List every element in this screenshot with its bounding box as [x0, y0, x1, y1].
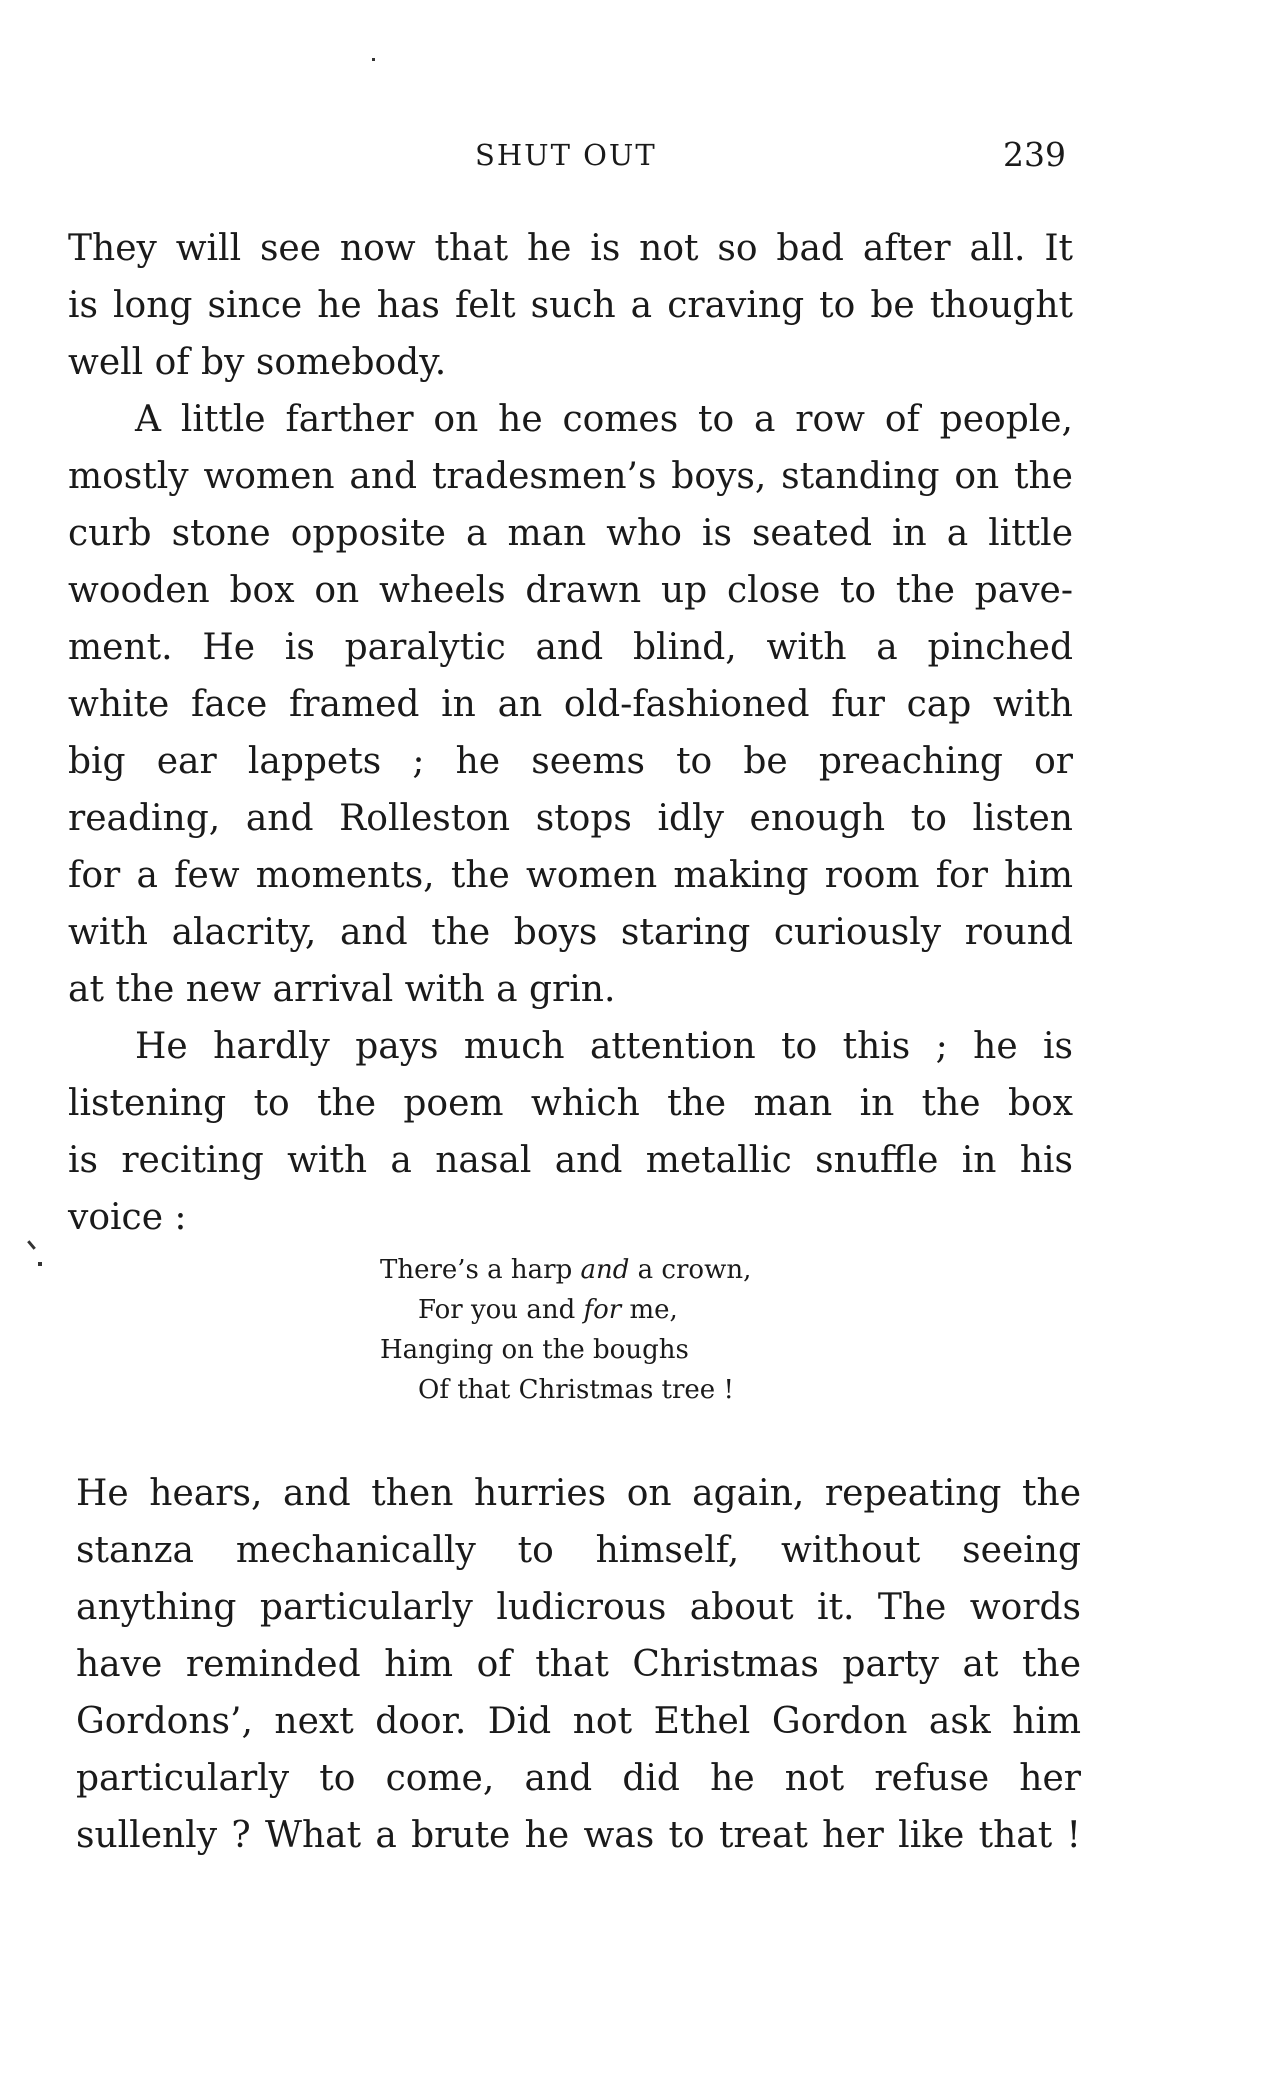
text-line: reading, and Rolleston stops idly enough to listen: [68, 798, 1073, 839]
text-line: voice :: [68, 1197, 187, 1238]
text-line: wooden box on wheels drawn up close to the pave-: [68, 570, 1073, 611]
verse-line: There’s a harp and a crown,: [380, 1255, 752, 1285]
verse-block: [380, 1250, 880, 1410]
text-line: is long since he has felt such a craving to be thought: [68, 285, 1073, 326]
text-line: white face framed in an old-fashioned fur cap with: [68, 684, 1073, 725]
page-number: 239: [1003, 135, 1066, 174]
text-line: anything particularly ludicrous about it. The words: [76, 1587, 1081, 1628]
text-line: stanza mechanically to himself, without seeing: [76, 1530, 1081, 1571]
text-line: Gordons’, next door. Did not Ethel Gordon ask him: [76, 1701, 1081, 1742]
print-speck: [27, 1240, 36, 1250]
text-line: listening to the poem which the man in the box: [68, 1083, 1073, 1124]
verse-line: Of that Christmas tree !: [418, 1375, 734, 1405]
text-line: with alacrity, and the boys staring curiously round: [68, 912, 1073, 953]
text-line: have reminded him of that Christmas party at the: [76, 1644, 1081, 1685]
text-line: mostly women and tradesmen’s boys, standing on the: [68, 456, 1073, 497]
text-line: He hardly pays much attention to this ; he is: [135, 1026, 1073, 1067]
text-line: well of by somebody.: [68, 342, 447, 383]
text-line: They will see now that he is not so bad after all. It: [68, 228, 1073, 269]
text-line: for a few moments, the women making room for him: [68, 855, 1073, 896]
text-line: particularly to come, and did he not refuse her: [76, 1758, 1081, 1799]
text-line: curb stone opposite a man who is seated in a little: [68, 513, 1073, 554]
text-line: He hears, and then hurries on again, repeating the: [76, 1473, 1081, 1514]
text-line: at the new arrival with a grin.: [68, 969, 616, 1010]
print-speck: [372, 58, 375, 61]
verse-line: Hanging on the boughs: [380, 1335, 689, 1365]
text-line: ment. He is paralytic and blind, with a pinched: [68, 627, 1073, 668]
print-speck: [38, 1262, 42, 1266]
running-head: [0, 135, 1285, 175]
text-line: big ear lappets ; he seems to be preaching or: [68, 741, 1073, 782]
text-line: is reciting with a nasal and metallic snuffle in his: [68, 1140, 1073, 1181]
running-title: SHUT OUT: [475, 138, 657, 172]
text-line: sullenly ? What a brute he was to treat her like that !: [76, 1815, 1081, 1856]
text-line: A little farther on he comes to a row of people,: [135, 399, 1073, 440]
verse-line: For you and for me,: [418, 1295, 678, 1325]
